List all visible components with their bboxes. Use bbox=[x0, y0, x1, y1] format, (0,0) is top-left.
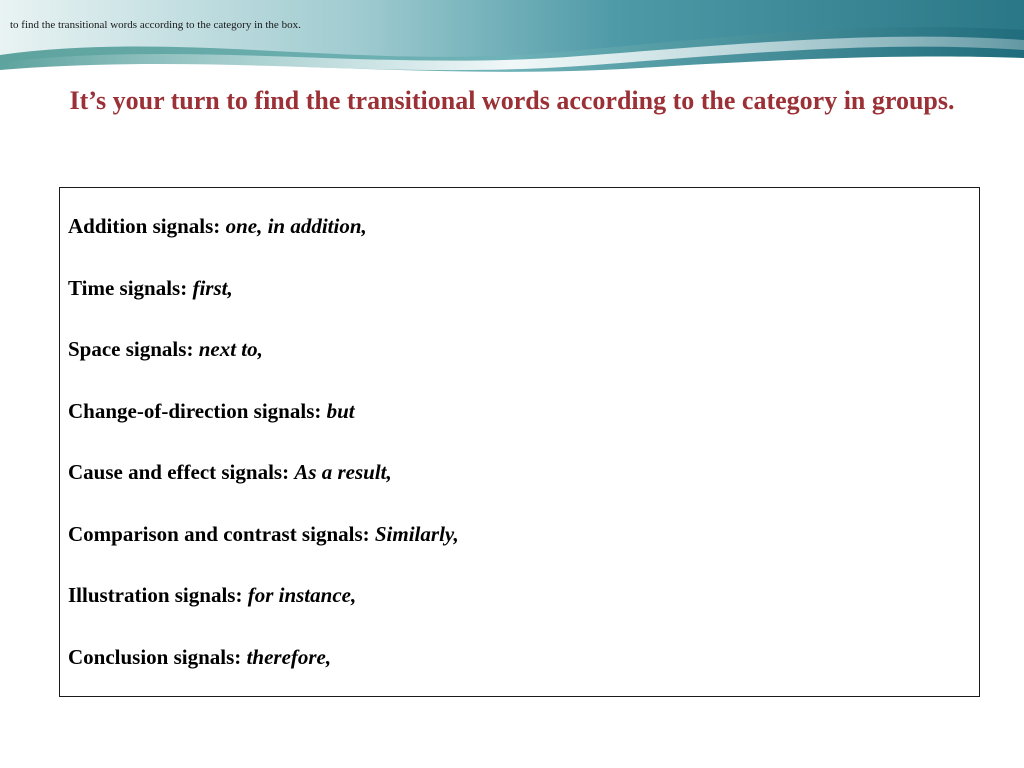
signal-list bbox=[68, 211, 459, 703]
signal-example: As a result, bbox=[294, 460, 392, 484]
signal-label: Cause and effect signals: bbox=[68, 460, 290, 484]
signal-row-cause-and-effect bbox=[68, 457, 459, 519]
signal-example: first, bbox=[192, 275, 233, 300]
signal-example: next to, bbox=[198, 337, 263, 361]
signal-row-change-of-direction bbox=[68, 396, 459, 458]
signal-example: for instance, bbox=[247, 583, 357, 607]
signal-row-addition bbox=[68, 211, 459, 273]
signal-row-comparison-and-contrast bbox=[68, 519, 459, 581]
signal-example: but bbox=[326, 398, 355, 423]
signal-label: Time signals: bbox=[68, 275, 188, 300]
signal-example: Similarly, bbox=[374, 521, 459, 546]
signal-row-space bbox=[68, 334, 459, 396]
signal-label: Change-of-direction signals: bbox=[68, 398, 322, 423]
signal-label: Conclusion signals: bbox=[68, 644, 242, 669]
signal-row-time bbox=[68, 273, 459, 335]
header-caption: to find the transitional words according to the category in the box. bbox=[10, 19, 301, 31]
signal-label: Addition signals: bbox=[68, 214, 221, 238]
signal-row-illustration bbox=[68, 580, 459, 642]
signal-label: Illustration signals: bbox=[68, 583, 243, 607]
slide-title: It’s your turn to find the transitional words according to the category in groups. bbox=[69, 86, 955, 115]
header-wave-decoration bbox=[0, 0, 1024, 80]
signal-label: Space signals: bbox=[68, 337, 194, 361]
signal-label: Comparison and contrast signals: bbox=[68, 521, 370, 546]
signal-example: one, in addition, bbox=[225, 214, 367, 238]
signal-row-conclusion bbox=[68, 642, 459, 704]
signal-example: therefore, bbox=[246, 644, 332, 669]
signal-box bbox=[59, 187, 980, 697]
